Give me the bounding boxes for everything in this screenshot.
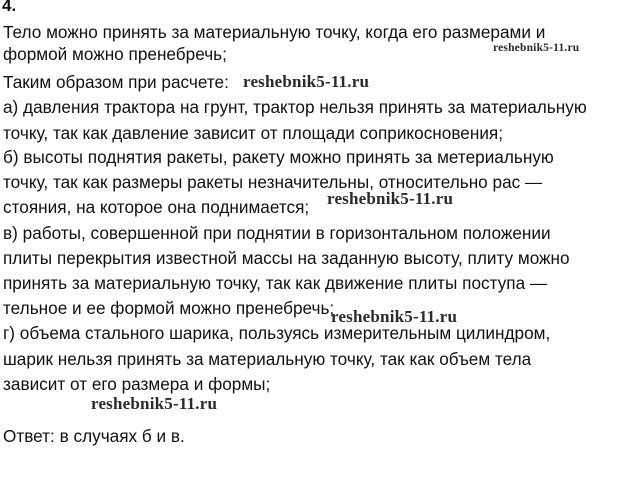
- text-line-7: точку, так как размеры ракеты незначительны, относительно рас —: [3, 172, 543, 192]
- text-line-6: б) высоты поднятия ракеты, ракету можно принять за метериальную: [3, 147, 554, 167]
- text-line-13: г) объема стального шарика, пользуясь измерительным цилиндром,: [3, 323, 551, 343]
- text-line-1: Тело можно принять за материальную точку, когда его размерами и: [3, 22, 546, 42]
- text-line-4: а) давления трактора на грунт, трактор нельзя принять за материальную: [3, 97, 587, 117]
- text-line-2: формой можно пренебречь;: [3, 44, 227, 64]
- text-line-5: точку, так как давление зависит от площади соприкосновения;: [3, 123, 504, 143]
- watermark-2: reshebnik5-11.ru: [243, 72, 370, 91]
- text-line-11: принять за материальную точку, так как движение плиты поступа —: [3, 273, 548, 293]
- watermark-4: reshebnik5-11.ru: [331, 307, 458, 326]
- text-line-14: шарик нельзя принять за материальную точку, так как объем тела: [3, 349, 532, 369]
- text-line-3: Таким образом при расчете:: [3, 72, 229, 92]
- watermark-3: reshebnik5-11.ru: [327, 189, 454, 208]
- text-line-15: зависит от его размера и формы;: [3, 374, 271, 394]
- text-line-8: стояния, на которое она поднимается;: [3, 197, 310, 217]
- task-number: 4.: [2, 0, 17, 15]
- text-line-10: плиты перекрытия известной массы на заданную высоту, плиту можно: [3, 248, 570, 268]
- answer-line: Ответ: в случаях б и в.: [3, 426, 185, 446]
- text-line-12: тельное и ее формой можно пренебречь;: [3, 298, 335, 318]
- watermark-5: reshebnik5-11.ru: [91, 394, 218, 413]
- watermark-1: reshebnik5-11.ru: [493, 42, 580, 54]
- text-line-9: в) работы, совершенной при поднятии в горизонтальном положении: [3, 223, 551, 243]
